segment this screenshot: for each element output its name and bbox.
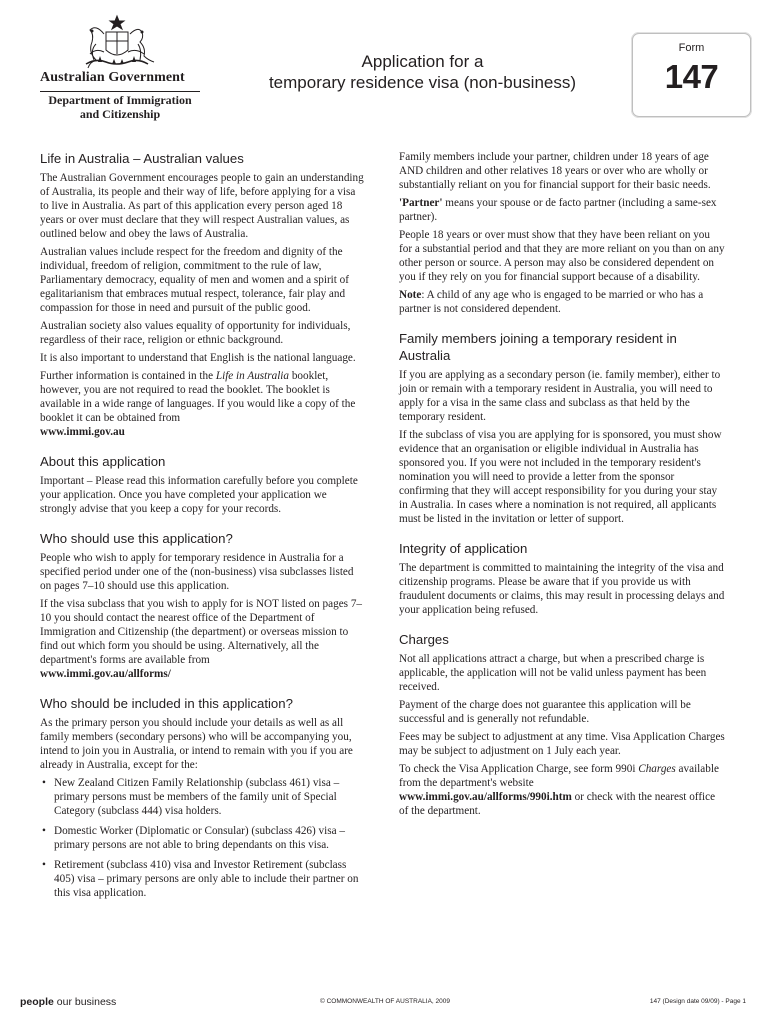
title-line-1: Application for a xyxy=(361,52,484,71)
text-span: Further information is contained in the xyxy=(40,370,216,382)
charges-paragraph: Not all applications attract a charge, but when a prescribed charge is applicable, the application will not be valid unless payment has been received. xyxy=(399,653,707,693)
brand-bold: people xyxy=(20,996,54,1008)
department-name xyxy=(40,93,200,121)
page-footer xyxy=(0,994,770,1014)
who-use-heading: Who should use this application? xyxy=(40,531,233,546)
form-number: 147 xyxy=(664,58,719,95)
integrity-heading: Integrity of application xyxy=(399,541,528,556)
coat-of-arms-icon xyxy=(76,14,158,70)
text-span: If the visa subclass that you wish to apply for is NOT listed on pages 7–10 you should contact the nearest office of the Department of Immigration and Citizenship (the department) or overseas mission to find out which form you should be using. Alternatively, all the department's forms are available from xyxy=(40,598,363,666)
department-line-1: Department of Immigration xyxy=(48,93,192,107)
text-span: To check the Visa Application Charge, see form 990i xyxy=(399,763,639,775)
charges-paragraph: Fees may be subject to adjustment at any time. Visa Application Charges may be subject to adjustment on 1 July each year. xyxy=(399,731,725,757)
who-include-heading: Who should be included in this application? xyxy=(40,696,293,711)
charges-form-title: Charges xyxy=(638,763,676,775)
text-span: available from the department's website xyxy=(399,763,719,789)
about-paragraph: Important – Please read this information carefully before you complete your application. Once you have completed your application we strongly advise that you keep a copy for your records. xyxy=(40,475,358,515)
joining-paragraph: If you are applying as a secondary person (ie. family member), either to join or remain with a temporary resident in Australia, you will need to apply for a visa in the same class and subclass as that held by the temporary resident. xyxy=(399,369,721,423)
booklet-paragraph xyxy=(40,369,366,439)
page-info: 147 (Design date 09/09) - Page 1 xyxy=(649,998,746,1005)
charges-heading: Charges xyxy=(399,632,449,647)
list-item: • Domestic Worker (Diplomatic or Consular) (subclass 426) visa – primary persons are not able to bring dependants on this visa. xyxy=(40,824,366,852)
form-label: Form xyxy=(678,42,705,54)
footer-brand xyxy=(20,996,116,1008)
values-paragraph: The Australian Government encourages people to gain an understanding of Australia, its people and their way of life, before applying for a visa to live in Australia. As part of this application every person aged 18 years or over must declare that they will respect Australian values, as outlined below and obey the laws of Australia. xyxy=(40,172,364,240)
partner-paragraph xyxy=(399,196,725,224)
immi-link[interactable]: www.immi.gov.au xyxy=(40,426,125,438)
values-paragraph: Australian society also values equality of opportunity for individuals, regardless of their race, religion or ethnic background. xyxy=(40,320,351,346)
form-number-box xyxy=(631,32,752,118)
exceptions-list xyxy=(40,776,366,900)
department-line-2: and Citizenship xyxy=(79,107,161,121)
list-item: • New Zealand Citizen Family Relationship (subclass 461) visa – primary persons must be members of the family unit of Special Category (subclass 444) visa holders. xyxy=(40,776,366,818)
text-span: means your spouse or de facto partner (including a same-sex partner). xyxy=(399,197,717,223)
values-heading: Life in Australia – Australian values xyxy=(40,151,244,166)
note-label: Note xyxy=(399,289,422,301)
joining-heading: Family members joining a temporary resident in Australia xyxy=(399,331,677,363)
text-span: or check with the nearest office of the department. xyxy=(399,791,716,817)
left-column xyxy=(40,150,366,906)
charges-link[interactable]: www.immi.gov.au/allforms/990i.htm xyxy=(399,791,572,803)
copyright: © COMMONWEALTH OF AUSTRALIA, 2009 xyxy=(320,998,450,1005)
who-include-paragraph: As the primary person you should include your details as well as all family members (secondary persons) who will be accompanying you, intend to join you in Australia, or intend to remain with you if you are already in Australia, except for the: xyxy=(40,717,353,771)
charges-paragraph: Payment of the charge does not guarantee this application will be successful and is generally not refundable. xyxy=(399,699,691,725)
allforms-link[interactable]: www.immi.gov.au/allforms/ xyxy=(40,668,171,680)
booklet-title: Life in Australia xyxy=(215,370,290,382)
about-heading: About this application xyxy=(40,454,166,469)
family-paragraph: People 18 years or over must show that they have been reliant on you for a substantial period and that they are more reliant on you than on any other person or source. A person may also be considered dependent on you if they rely on you for financial support because of a disability. xyxy=(399,229,725,283)
government-name: Australian Government xyxy=(40,70,200,92)
right-column xyxy=(399,150,725,822)
list-item: • Retirement (subclass 410) visa and Investor Retirement (subclass 405) visa – primary persons are only able to include their partner on this visa application. xyxy=(40,858,366,900)
values-paragraph: It is also important to understand that English is the national language. xyxy=(40,352,356,364)
integrity-paragraph: The department is committed to maintaining the integrity of the visa and citizenship programs. Please be aware that if you provide us with fraudulent documents or claims, this may result in processing delays and your application being refused. xyxy=(399,562,725,616)
page-title xyxy=(245,51,600,93)
title-line-2: temporary residence visa (non-business) xyxy=(268,73,577,92)
brand-rest: our business xyxy=(53,996,117,1008)
joining-paragraph: If the subclass of visa you are applying for is sponsored, you must show evidence that an organisation or eligible individual in Australia has sponsored you. If you were not included in the temporary resident's nomination you will need to provide a letter from the sponsor confirming that they will accept responsibility for you during your stay in Australia. In cases where a nomination is not required, all applicants must be listed in the invitation or letter of support. xyxy=(399,429,722,525)
text-span: : A child of any age who is engaged to be married or who has a partner is not considered dependent. xyxy=(399,289,704,315)
note-paragraph xyxy=(399,288,725,316)
values-paragraph: Australian values include respect for the freedom and dignity of the individual, freedom of religion, commitment to the rule of law, Parliamentary democracy, equality of men and women and a spirit of egalitarianism that embraces mutual respect, tolerance, fair play and compassion for those in need and pursuit of the public good. xyxy=(40,246,349,314)
text-span: booklet, however, you are not required to read the booklet. The booklet is available in a wide range of languages. If you would like a copy of the booklet it can be obtained from xyxy=(40,370,356,424)
who-use-paragraph xyxy=(40,597,366,681)
who-use-paragraph: People who wish to apply for temporary residence in Australia for a specified period under one of the (non-business) visa subclasses listed on pages 7–10 should use this application. xyxy=(40,552,354,592)
partner-term: 'Partner' xyxy=(399,197,443,209)
charges-paragraph xyxy=(399,762,725,818)
family-paragraph: Family members include your partner, children under 18 years of age AND children and other relatives 18 years or over who are wholly or substantially reliant on you for financial support for their basic needs. xyxy=(399,151,711,191)
